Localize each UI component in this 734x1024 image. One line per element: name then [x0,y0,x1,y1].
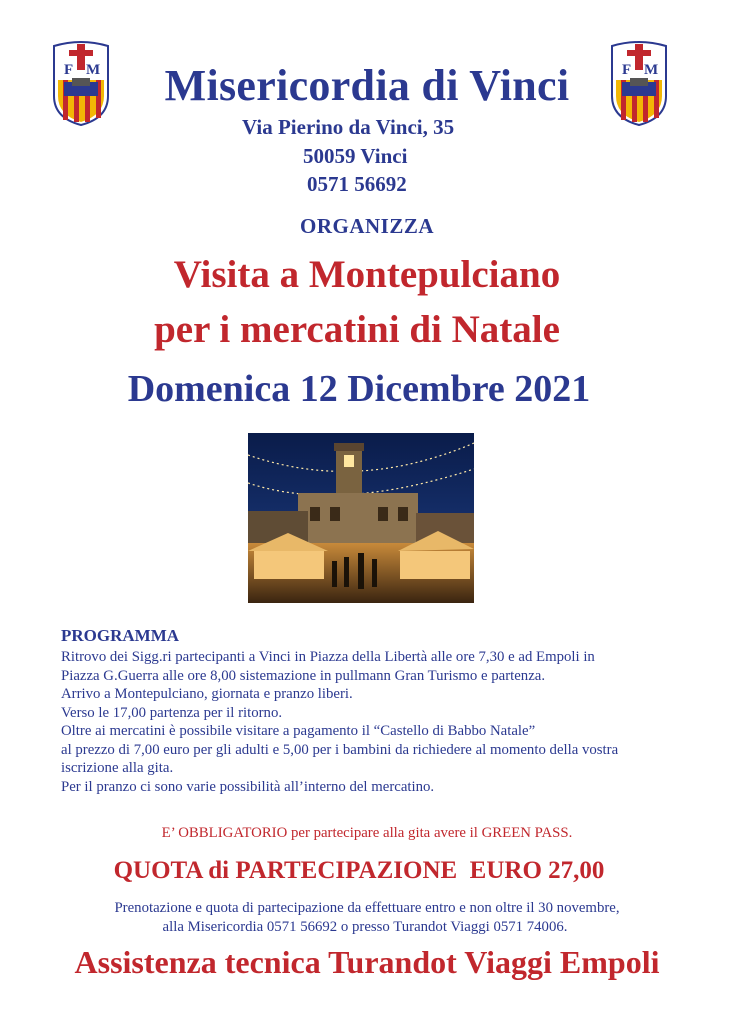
programma-line: Verso le 17,00 partenza per il ritorno. [61,704,283,721]
programma-line: iscrizione alla gita. [61,760,174,776]
event-date: Domenica 12 Dicembre 2021 [127,368,591,410]
programma-line: Oltre ai mercatini è possibile visitare a pagamento il “Castello di Babbo Natale” [61,723,536,739]
event-title-line1: Visita a Montepulciano [173,253,561,296]
programma-body [61,648,691,796]
address-street: Via Pierino da Vinci, 35 [242,115,455,139]
quota-partecipazione: QUOTA di PARTECIPAZIONE EURO 27,00 [113,857,605,884]
programma-line: Arrivo a Montepulciano, giornata e pranzo liberi. [61,686,353,702]
organizza-label: ORGANIZZA [299,214,435,238]
programma-title: PROGRAMMA [61,626,180,645]
svg-text:M: M [86,62,101,78]
programma-line: Ritrovo dei Sigg.ri partecipanti a Vinci in Piazza della Libertà alle ore 7,30 e ad Empoli in [61,649,595,665]
address-phone: 0571 56692 [307,172,407,196]
prenotazione-line2: alla Misericordia 0571 56692 o presso Turandot Viaggi 0571 74006. [162,919,568,935]
christmas-market-photo [248,433,474,603]
programma-line: al prezzo di 7,00 euro per gli adulti e 5,00 per i bambini da richiedere al momento della vostra [61,741,619,758]
event-title-line2: per i mercatini di Natale [154,308,560,351]
programma-line: Piazza G.Guerra alle ore 8,00 sistemazione in pullmann Gran Turismo e partenza. [61,667,546,684]
svg-text:M: M [644,62,659,78]
assistenza-tecnica: Assistenza tecnica Turandot Viaggi Empoli [74,944,660,980]
org-title: Misericordia di Vinci [164,61,570,110]
programma-line: Per il pranzo ci sono varie possibilità all’interno del mercatino. [61,778,435,795]
address-city: 50059 Vinci [303,144,408,168]
svg-text:F: F [622,62,632,78]
svg-text:F: F [64,62,74,78]
green-pass-notice: E’ OBBLIGATORIO per partecipare alla gita avere il GREEN PASS. [161,825,573,841]
prenotazione-line1: Prenotazione e quota di partecipazione da effettuare entro e non oltre il 30 novembre, [114,900,620,916]
